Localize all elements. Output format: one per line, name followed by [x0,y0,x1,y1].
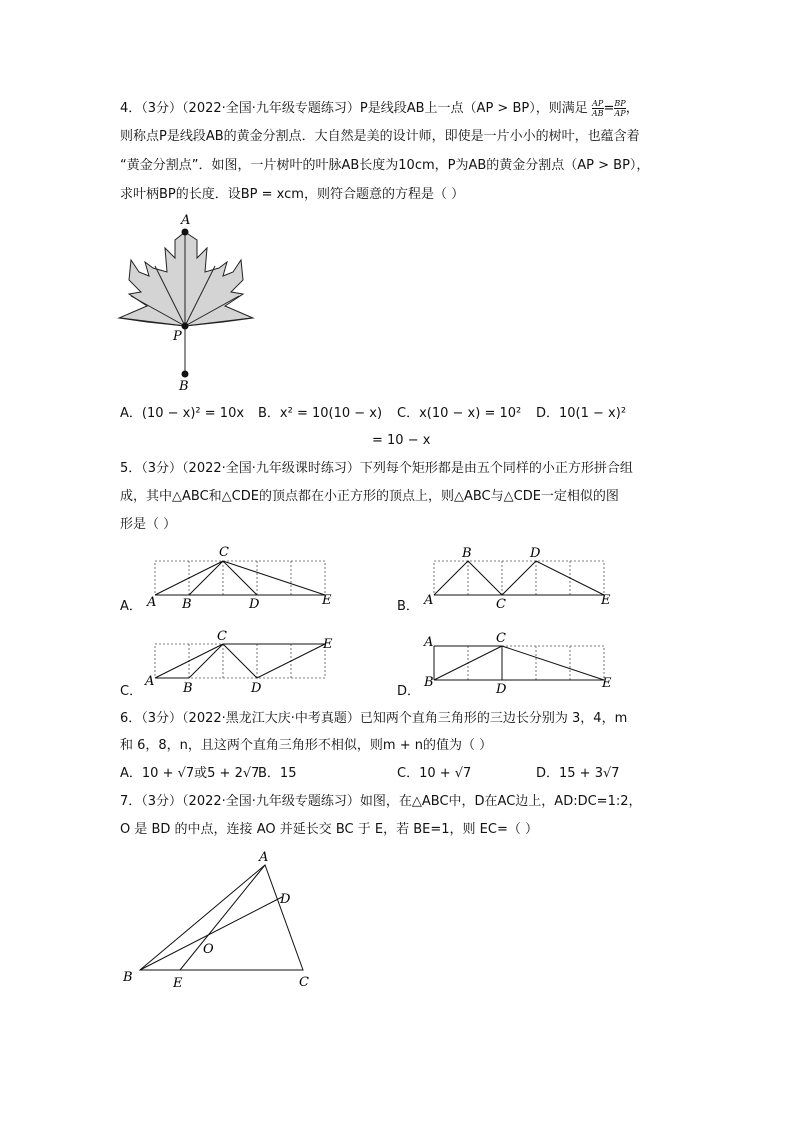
leaf-label-a: A [181,213,191,228]
q4-line-4: 求叶柄BP的长度．设BP = xcm，则符合题意的方程是（ ） [120,187,465,202]
q5-line-1: 5．（3分）（2022·全国·九年级课时练习）下列每个矩形都是由五个同样的小正方形拼合组 [120,461,633,476]
q5b-label-e: E [601,593,611,608]
q6-option-c: C．10 + √7 [397,766,472,781]
q4-fraction-1: $\frac{AP}{AB}$ [591,99,604,118]
q4-option-d-continued: = 10 − x [372,433,431,448]
q5c-label-a: A [145,674,155,689]
q5-option-b-label: B． [397,599,419,614]
q5d-label-a: A [424,635,434,650]
q5b-label-a: A [424,593,434,608]
q5d-label-d: D [496,682,507,697]
q4-option-d: D．10(1 − x)² [536,406,627,421]
q5-line-2: 成，其中△ABC和△CDE的顶点都在小正方形的顶点上，则△ABC与△CDE一定相似的图 [120,489,619,504]
q4-option-c: C．x(10 − x) = 10² [397,406,522,421]
q5d-label-c: C [496,631,506,646]
q5-line-3: 形是（ ） [120,517,177,532]
q7-line-2: O 是 BD 的中点，连接 AO 并延长交 BC 于 E，若 BE=1，则 EC=（ ） [120,822,538,837]
leaf-figure [115,210,265,395]
q4-line-1: 4．（3分）（2022·全国·九年级专题练习）P是线段AB上一点（AP > BP），则满足 $\frac{AP}{AB}$ = $\frac{BP}{AP}$ ， [120,99,639,118]
q5a-label-b: B [182,597,192,612]
q7-label-c: C [299,975,309,990]
q7-label-d: D [280,892,291,907]
q5-figure-c [145,630,345,696]
leaf-label-b: B [179,379,189,394]
q5-figure-a [145,546,335,610]
q4-option-b: B．x² = 10(10 − x) [258,406,383,421]
q5-option-a-label: A． [120,599,142,614]
q7-line-1: 7．（3分）（2022·全国·九年级专题练习）如图，在△ABC中，D在AC边上，AD:DC=1:2， [120,794,642,809]
q7-label-e: E [173,976,183,991]
q5c-label-e: E [323,637,333,652]
q5a-label-c: C [219,545,229,560]
leaf-label-p: P [173,329,182,344]
q5a-label-e: E [322,593,332,608]
q5-option-c-label: C． [120,684,143,699]
q5-figure-d [422,630,617,696]
q6-line-2: 和 6，8，n，且这两个直角三角形不相似，则m + n的值为（ ） [120,738,493,753]
q4-line-3: “黄金分割点”．如图，一片树叶的叶脉AB长度为10cm，P为AB的黄金分割点（AP > BP）， [120,158,650,173]
q5a-label-a: A [147,595,157,610]
q5b-label-c: C [496,597,506,612]
q5c-label-c: C [217,629,227,644]
q6-option-a: A．10 + √7或5 + 2√7 [120,766,260,781]
q5d-label-e: E [602,676,612,691]
q4-header: 4．（3分）（2022·全国·九年级专题练习） [120,101,360,116]
q5b-label-b: B [462,546,472,561]
q6-option-d: D．15 + 3√7 [536,766,620,781]
q6-option-b: B．15 [258,766,297,781]
q7-label-a: A [259,850,269,865]
q7-label-o: O [203,942,214,957]
q5d-label-b: B [424,675,434,690]
q5-figure-b [422,546,617,610]
q5-option-d-label: D． [397,684,421,699]
q4-line-2: 则称点P是线段AB的黄金分割点．大自然是美的设计师，即使是一片小小的树叶，也蕴含着 [120,129,640,144]
q5c-label-d: D [251,681,262,696]
q7-triangle-figure [115,845,325,995]
q5a-label-d: D [249,597,260,612]
q4-fraction-2: $\frac{BP}{AP}$ [614,99,626,118]
q6-line-1: 6．（3分）（2022·黑龙江大庆·中考真题）已知两个直角三角形的三边长分别为 3，4，m [120,711,628,726]
q4-option-a: A．(10 − x)² = 10x [120,406,245,421]
q7-label-b: B [123,970,133,985]
q4-stem-start: P是线段AB上一点（AP > BP），则满足 [359,101,588,116]
q5b-label-d: D [530,546,541,561]
q5c-label-b: B [183,681,193,696]
